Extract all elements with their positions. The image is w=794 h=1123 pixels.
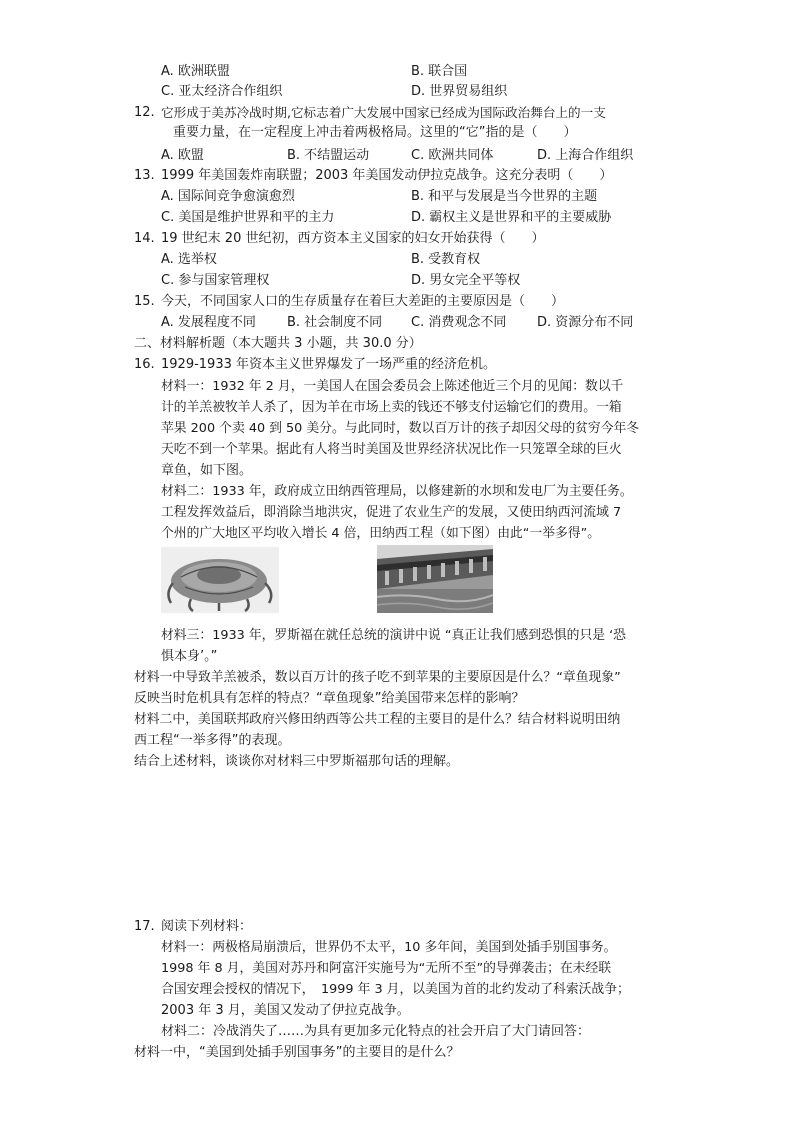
q12-option-c: C. 欧洲共同体 xyxy=(411,148,494,163)
q11-option-d: D. 世界贸易组织 xyxy=(411,84,508,99)
q14-option-b: B. 受教育权 xyxy=(411,252,481,267)
q16-question-line: 结合上述材料，谈谈你对材料三中罗斯福那句话的理解。 xyxy=(134,754,460,769)
q13-option-a: A. 国际间竞争愈演愈烈 xyxy=(161,189,295,204)
q16-material3-line: 惧本身’。” xyxy=(161,649,218,664)
q17-intro: 阅读下列材料： xyxy=(161,919,253,934)
q14-number: 14. xyxy=(134,231,155,246)
q14-option-d: D. 男女完全平等权 xyxy=(411,273,521,288)
q16-material1-line: 天吃不到一个苹果。据此有人将当时美国及世界经济状况比作一只笼罩全球的巨火 xyxy=(161,442,622,457)
q15-option-c: C. 消费观念不同 xyxy=(411,315,507,330)
q16-material2-line: 材料二：1933 年，政府成立田纳西管理局，以修建新的水坝和发电厂为主要任务。 xyxy=(161,484,633,499)
q14-option-a: A. 选举权 xyxy=(161,252,217,267)
q14-option-c: C. 参与国家管理权 xyxy=(161,273,270,288)
q12-option-b: B. 不结盟运动 xyxy=(287,148,370,163)
q13-stem: 1999 年美国轰炸南联盟；2003 年美国发动伊拉克战争。这充分表明（ ） xyxy=(161,168,613,183)
q16-number: 16. xyxy=(134,357,155,372)
q16-material2-line: 个州的广大地区平均收入增长 4 倍，田纳西工程（如下图）由此“一举多得”。 xyxy=(161,526,601,541)
q12-stem-line1: 它形成于美苏冷战时期,它标志着广大发展中国家已经成为国际政治舞台上的一支 xyxy=(161,105,606,120)
q17-question: 材料一中，“美国到处插手别国事务”的主要目的是什么？ xyxy=(134,1045,460,1060)
q12-option-a: A. 欧盟 xyxy=(161,148,204,163)
q11-option-b: B. 联合国 xyxy=(411,64,468,79)
q16-question-line: 材料一中导致羊羔被杀，数以百万计的孩子吃不到苹果的主要原因是什么？“章鱼现象” xyxy=(134,670,621,685)
q16-question-line: 材料二中，美国联邦政府兴修田纳西等公共工程的主要目的是什么？结合材料说明田纳 xyxy=(134,712,621,727)
q12-number: 12. xyxy=(134,105,155,120)
q16-material1-line: 计的羊羔被牧羊人杀了，因为羊在市场上卖的钱还不够支付运输它们的费用。一箱 xyxy=(161,400,622,415)
q16-question-line: 西工程“一举多得”的表现。 xyxy=(134,733,291,748)
octopus-illustration xyxy=(161,547,279,613)
q17-material1-line: 合国安理会授权的情况下， 1999 年 3 月，以美国为首的北约发动了科索沃战争； xyxy=(161,982,630,997)
q12-stem-line2: 重要力量，在一定程度上冲击着两极格局。这里的“它”指的是（ ） xyxy=(173,125,577,140)
q16-intro: 1929-1933 年资本主义世界爆发了一场严重的经济危机。 xyxy=(161,357,496,372)
q15-stem: 今天，不同国家人口的生存质量存在着巨大差距的主要原因是（ ） xyxy=(161,294,565,309)
dam-drawing xyxy=(377,545,493,613)
octopus-drawing xyxy=(161,547,279,613)
q14-stem: 19 世纪末 20 世纪初，西方资本主义国家的妇女开始获得（ ） xyxy=(161,231,545,246)
q16-question-line: 反映当时危机具有怎样的特点？“章鱼现象”给美国带来怎样的影响？ xyxy=(134,691,525,706)
q15-number: 15. xyxy=(134,294,155,309)
q13-option-b: B. 和平与发展是当今世界的主题 xyxy=(411,189,598,204)
q16-material2-line: 工程发挥效益后，即消除当地洪灾，促进了农业生产的发展，又使田纳西河流域 7 xyxy=(161,505,622,520)
q15-option-b: B. 社会制度不同 xyxy=(287,315,383,330)
q11-option-c: C. 亚太经济合作组织 xyxy=(161,84,283,99)
section-heading: 二、材料解析题（本大题共 3 小题，共 30.0 分） xyxy=(134,336,422,351)
q17-material1-line: 1998 年 8 月，美国对苏丹和阿富汗实施号为“无所不至”的导弹袭击；在未经联 xyxy=(161,961,612,976)
q15-option-a: A. 发展程度不同 xyxy=(161,315,256,330)
q16-material3-line: 材料三：1933 年，罗斯福在就任总统的演讲中说 “真正让我们感到恐惧的只是 ‘恐 xyxy=(161,628,626,643)
q16-material1-line: 苹果 200 个卖 40 到 50 美分。与此同时，数以百万计的孩子却因父母的贫穷今年冬 xyxy=(161,421,640,436)
tennessee-dam-photo xyxy=(377,545,493,613)
q13-number: 13. xyxy=(134,168,155,183)
q17-number: 17. xyxy=(134,919,155,934)
q17-material1-line: 材料一：两极格局崩溃后，世界仍不太平，10 多年间，美国到处插手别国事务。 xyxy=(161,940,617,955)
q11-option-a: A. 欧洲联盟 xyxy=(161,64,230,79)
q15-option-d: D. 资源分布不同 xyxy=(537,315,634,330)
q17-material1-line: 2003 年 3 月，美国又发动了伊拉克战争。 xyxy=(161,1003,410,1018)
q17-material2: 材料二：冷战消失了……为具有更加多元化特点的社会开启了大门请回答： xyxy=(161,1024,591,1039)
q12-option-d: D. 上海合作组织 xyxy=(537,148,634,163)
q13-option-c: C. 美国是维护世界和平的主力 xyxy=(161,210,335,225)
q16-material1-line: 材料一：1932 年 2 月，一美国人在国会委员会上陈述他近三个月的见闻：数以千 xyxy=(161,379,624,394)
q13-option-d: D. 霸权主义是世界和平的主要威胁 xyxy=(411,210,612,225)
q16-material1-line: 章鱼，如下图。 xyxy=(161,463,253,478)
